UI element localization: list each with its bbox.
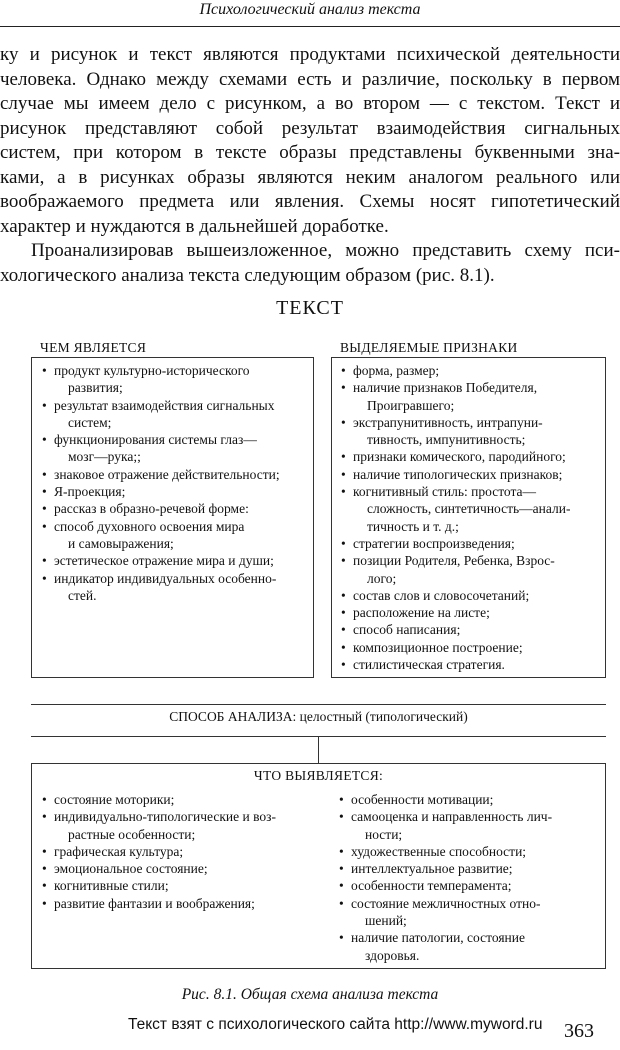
list-item-line: здоровья. <box>365 947 420 963</box>
list-item <box>341 552 605 587</box>
list-item <box>341 587 605 604</box>
list-item-line: • знаковое отражение действительности; <box>54 466 280 482</box>
text-line: воображаемого предмета или явления. Схемы носят гипотетический <box>0 191 620 212</box>
list-item-line: стей. <box>68 587 97 603</box>
list-item-line: • особенности темперамента; <box>351 878 512 894</box>
list-item <box>339 895 599 930</box>
list-item-line: • форма, размер; <box>353 363 440 378</box>
list-item <box>341 483 605 535</box>
list-item-line: • особенности мотивации; <box>351 792 494 807</box>
list-item-line: • результат взаимодействия сигнальных <box>54 397 275 413</box>
list-item-line: • способ написания; <box>353 622 461 638</box>
method-value: целостный (типологический) <box>299 709 468 724</box>
list-item-line: • способ духовного освоения мира <box>54 518 245 534</box>
list-item <box>341 621 605 638</box>
list-item <box>42 362 313 397</box>
text-line: случае мы имеем дело с рисунком, а во втором — с текстом. Текст и <box>0 93 620 114</box>
list-item-line: • когнитивные стили; <box>54 878 169 894</box>
list-item-line: • Я-проекция; <box>54 484 126 500</box>
list-item-line: • состояние межличностных отно- <box>351 895 541 911</box>
figure-caption: Рис. 8.1. Общая схема анализа текста <box>181 986 439 1003</box>
list-item <box>42 397 313 432</box>
right-box <box>331 357 606 678</box>
list-item-line: • композиционное построение; <box>353 639 523 655</box>
list-item-line: сложность, синтетичность—анали- <box>367 501 571 517</box>
list-item <box>42 570 313 605</box>
list-item-line: • самооценка и направленность лич- <box>351 809 553 825</box>
list-item <box>42 552 313 569</box>
list-item-line: • наличие типологических признаков; <box>353 466 563 482</box>
method-line <box>31 709 606 725</box>
body-paragraph-2 <box>0 239 620 288</box>
list-item <box>341 604 605 621</box>
left-box-list <box>42 362 313 604</box>
list-item-line: растные особенности; <box>68 826 196 842</box>
list-item <box>339 929 599 964</box>
list-item-line: тичность и т. д.; <box>367 518 459 534</box>
list-item <box>341 362 605 379</box>
left-box-label: ЧЕМ ЯВЛЯЕТСЯ <box>40 340 147 355</box>
text-line: рисунок представляют собой результат взаимодействия сигнальных <box>0 117 620 139</box>
text-line: Проанализировав вышеизложенное, можно представить схему пси- <box>31 240 620 261</box>
list-item <box>42 843 332 860</box>
list-item <box>339 860 599 877</box>
text-line: систем, при котором в тексте образы представлены буквенными зна- <box>0 142 620 163</box>
footer-credit[interactable]: Текст взят с психологического сайта http://www.myword.ru <box>128 1016 543 1033</box>
list-item <box>42 808 332 843</box>
list-item-line: • расположение на листе; <box>353 605 490 621</box>
list-item <box>341 466 605 483</box>
list-item-line: ности; <box>365 826 403 842</box>
body-paragraph-1 <box>0 43 620 239</box>
list-item <box>42 895 332 912</box>
list-item-line: • развитие фантазии и воображения; <box>54 895 255 911</box>
list-item <box>339 843 599 860</box>
list-item <box>341 414 605 449</box>
running-head: Психологический анализ текста <box>199 1 421 18</box>
list-item-line: • когнитивный стиль: простота— <box>353 484 537 500</box>
list-item-line: • позиции Родителя, Ребенка, Взрос- <box>353 553 555 569</box>
list-item <box>339 808 599 843</box>
right-box-label: ВЫДЕЛЯЕМЫЕ ПРИЗНАКИ <box>340 340 518 355</box>
list-item-line: лого; <box>367 570 397 586</box>
list-item-line: • рассказ в образно-речевой форме: <box>54 501 249 517</box>
text-line: ку и рисунок и текст являются продуктами психической деятельности <box>0 44 620 65</box>
page-number: 363 <box>564 1020 594 1042</box>
right-box-list <box>341 362 605 673</box>
list-item-line: и самовыражения; <box>68 535 174 551</box>
list-item-line: Проигравшего; <box>367 397 455 413</box>
connector-line <box>318 736 319 763</box>
text-line: человека. Однако между схемами есть и различие, поскольку в первом <box>0 68 620 90</box>
list-item-line: • графическая культура; <box>54 843 184 859</box>
list-item-line: • состояние моторики; <box>54 792 175 807</box>
reveals-label: ЧТО ВЫЯВЛЯЕТСЯ: <box>253 768 384 783</box>
list-item-line: • продукт культурно-исторического <box>54 363 250 378</box>
list-item-line: • функционирования системы глаз— <box>54 432 257 448</box>
list-item-line: • наличие признаков Победителя, <box>353 380 538 396</box>
method-top-rule <box>31 704 606 705</box>
list-item <box>42 791 332 808</box>
list-item-line: • индикатор индивидуальных особенно- <box>54 570 277 586</box>
reveals-left-list <box>42 791 332 912</box>
list-item <box>42 500 313 517</box>
method-label: СПОСОБ АНАЛИЗА: <box>169 709 297 724</box>
list-item <box>42 483 313 500</box>
list-item-line: • стилистическая стратегия. <box>353 657 505 673</box>
list-item-line: • художественные способности; <box>351 843 527 859</box>
list-item-line: • признаки комического, пародийного; <box>353 449 566 465</box>
text-line: характер и нуждаются в дальнейшей доработке. <box>0 215 389 237</box>
list-item <box>339 877 599 894</box>
list-item <box>341 656 605 673</box>
list-item-line: мозг—рука;; <box>68 449 141 465</box>
left-box <box>31 357 314 678</box>
header-rule <box>0 26 620 27</box>
list-item-line: тивность, импунитивность; <box>367 432 526 448</box>
list-item-line: • состав слов и словосочетаний; <box>353 587 530 603</box>
list-item-line: • индивидуально-типологические и воз- <box>54 809 276 825</box>
list-item <box>341 639 605 656</box>
list-item-line: • наличие патологии, состояние <box>351 930 525 946</box>
list-item-line: • эмоциональное состояние; <box>54 861 208 877</box>
list-item-line: • интеллектуальное развитие; <box>351 861 513 877</box>
list-item-line: • эстетическое отражение мира и души; <box>54 553 274 569</box>
list-item <box>42 431 313 466</box>
list-item-line: • экстрапунитивность, интрапуни- <box>353 414 543 430</box>
list-item <box>42 877 332 894</box>
list-item-line: шений; <box>365 913 407 929</box>
list-item-line: систем; <box>68 414 112 430</box>
reveals-right-list <box>339 791 599 964</box>
list-item <box>42 860 332 877</box>
list-item <box>42 466 313 483</box>
list-item <box>341 448 605 465</box>
text-line: хологического анализа текста следующим образом (рис. 8.1). <box>0 264 495 286</box>
list-item-line: • стратегии воспроизведения; <box>353 535 515 551</box>
reveals-box <box>31 763 606 969</box>
list-item <box>341 535 605 552</box>
list-item <box>339 791 599 808</box>
list-item <box>42 518 313 553</box>
text-line: ками, а в рисунках образы являются неким аналогом реального или <box>0 166 620 188</box>
list-item <box>341 379 605 414</box>
diagram-title: ТЕКСТ <box>276 297 344 319</box>
list-item-line: развития; <box>68 380 123 396</box>
